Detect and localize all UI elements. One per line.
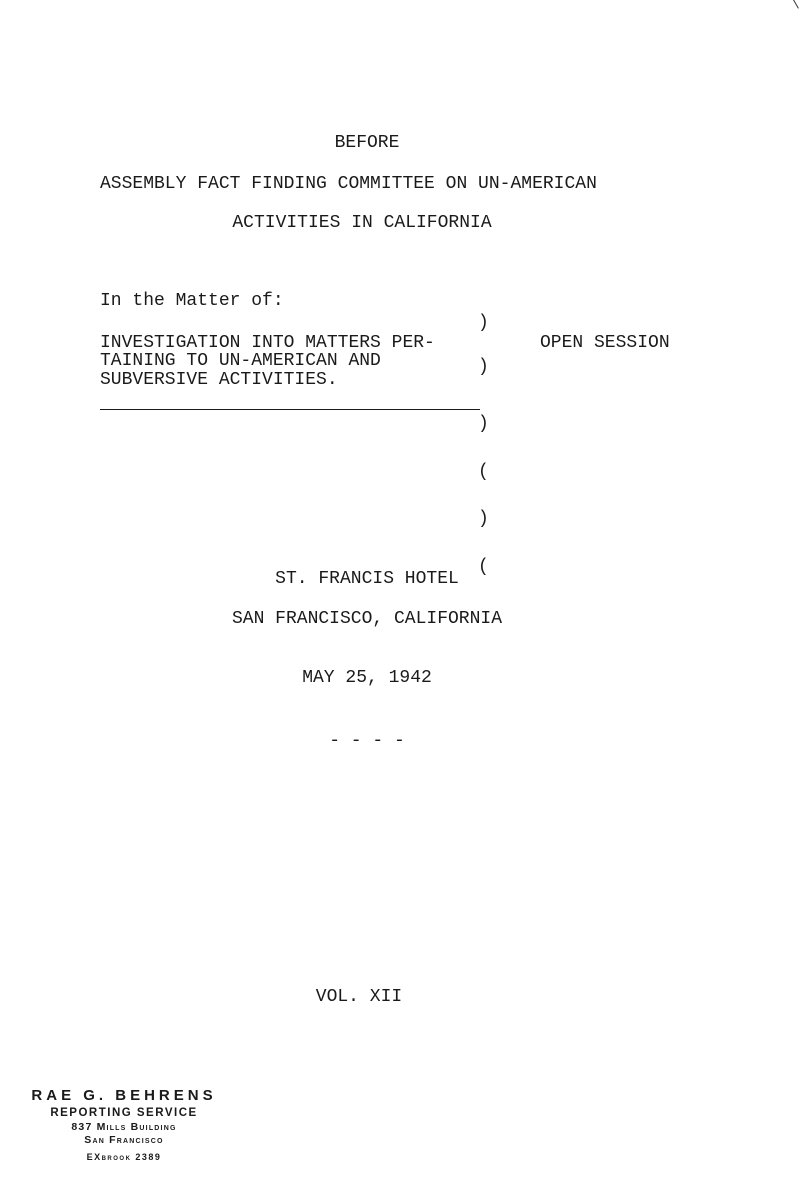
separator: - - - - — [329, 731, 405, 751]
paren: ) — [478, 313, 489, 333]
subject-line-1: INVESTIGATION INTO MATTERS PER- — [100, 333, 435, 353]
paren: ( — [478, 461, 489, 482]
committee-title-line2: ACTIVITIES IN CALIFORNIA — [232, 213, 492, 233]
committee-title-line1: ASSEMBLY FACT FINDING COMMITTEE ON UN-AMERICAN — [100, 174, 597, 194]
paren: ( — [478, 556, 489, 577]
reporter-address: 837 Mills Building — [71, 1121, 177, 1133]
corner-mark — [793, 0, 800, 9]
reporter-name: RAE G. BEHRENS — [31, 1087, 217, 1104]
caption-parens — [478, 287, 494, 603]
paren: ) — [478, 356, 489, 377]
reporter-city: San Francisco — [84, 1134, 164, 1146]
paren: ) — [478, 509, 489, 529]
subject-line-3: SUBVERSIVE ACTIVITIES. — [100, 370, 338, 390]
hotel-name: ST. FRANCIS HOTEL — [275, 569, 459, 589]
city-line: SAN FRANCISCO, CALIFORNIA — [231, 609, 503, 629]
reporter-phone: EXbrook 2389 — [86, 1152, 162, 1162]
reporter-stamp — [14, 1086, 234, 1165]
volume-number: VOL. XII — [315, 987, 403, 1007]
caption-underline — [100, 409, 480, 410]
hearing-date: MAY 25, 1942 — [302, 668, 432, 688]
before-heading: BEFORE — [334, 133, 400, 153]
reporter-service: REPORTING SERVICE — [50, 1107, 198, 1119]
session-label: OPEN SESSION — [540, 333, 670, 353]
matter-label: In the Matter of: — [100, 291, 284, 311]
subject-line-2: TAINING TO UN-AMERICAN AND — [100, 351, 381, 371]
paren: ) — [478, 414, 489, 434]
